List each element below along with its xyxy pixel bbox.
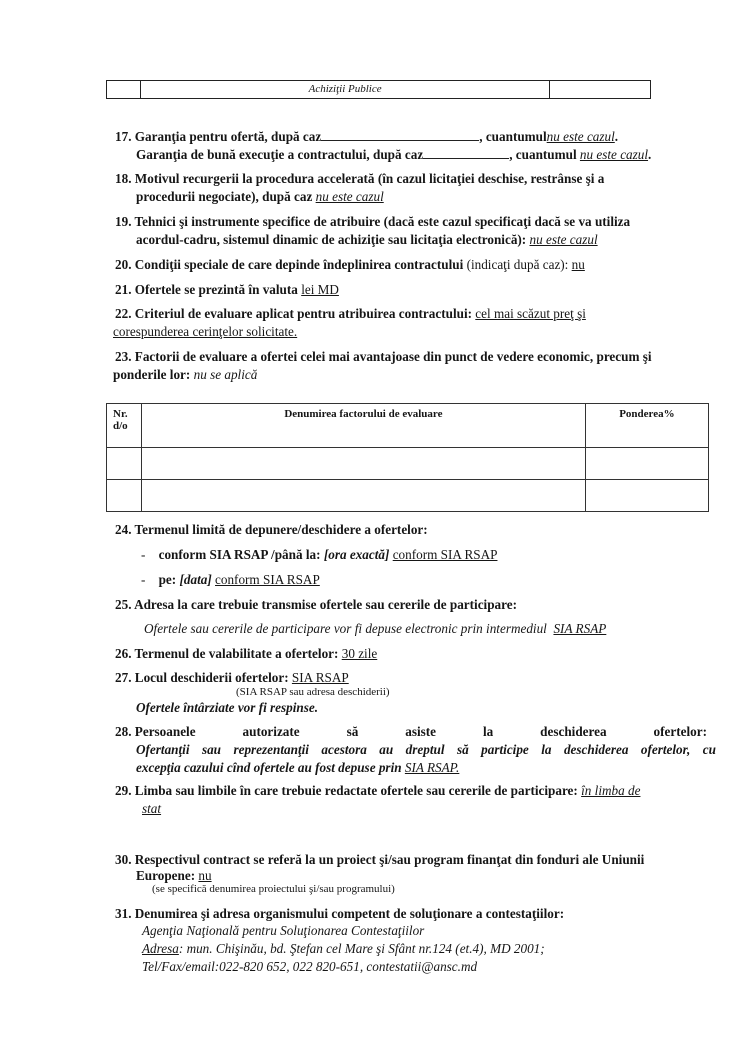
item-25: 25. Adresa la care trebuie transmise ofertele sau cererile de participare: <box>115 597 517 612</box>
col-factor-header: Denumirea factorului de evaluare <box>142 404 586 448</box>
header-cell-1 <box>107 81 141 99</box>
item-30-line-1: 30. Respectivul contract se referă la un proiect şi/sau program finanţat din fonduri ale Uniunii <box>115 852 645 867</box>
item-31-contacts: Tel/Fax/email:022-820 652, 022 820-651, contestatii@ansc.md <box>142 959 478 974</box>
item-27-late-notice: Ofertele întârziate vor fi respinse. <box>136 700 319 715</box>
item-28-line-1: 28. Persoanele autorizate să asiste la deschiderea ofertelor: <box>115 724 707 739</box>
item-24: 24. Termenul limită de depunere/deschidere a ofertelor: <box>115 522 428 537</box>
item-28-line-2: Ofertanţii sau reprezentanţii acestora au dreptul să participe la deschiderea ofertelor, cu <box>136 742 716 757</box>
col-weight-header: Ponderea% <box>585 404 708 448</box>
item-31-address: Adresa: mun. Chişinău, bd. Ştefan cel Mare şi Sfânt nr.124 (et.4), MD 2001; <box>142 941 545 956</box>
item-26: 26. Termenul de valabilitate a ofertelor: 30 zile <box>115 646 378 661</box>
header-cell-3 <box>550 81 651 99</box>
item-18-line-1: 18. Motivul recurgerii la procedura accelerată (în cazul licitaţiei deschise, restrânse şi a <box>115 171 605 186</box>
item-30-note: (se specifică denumirea proiectului şi/sau programului) <box>152 883 395 895</box>
item-23-line-2: ponderile lor: nu se aplică <box>113 367 258 382</box>
item-18-line-2: procedurii negociate), după caz nu este cazul <box>136 189 384 204</box>
item-24-sub-2: - pe: [data] conform SIA RSAP <box>141 572 320 587</box>
item-24-sub-1: - conform SIA RSAP /până la: [ora exactă] conform SIA RSAP <box>141 547 498 562</box>
item-31: 31. Denumirea şi adresa organismului competent de soluţionare a contestaţiilor: <box>115 906 565 921</box>
col-nr-header: Nr. d/o <box>107 404 142 448</box>
item-19-line-2: acordul-cadru, sistemul dinamic de achiziţie sau licitaţia electronică): nu este cazul <box>136 232 598 247</box>
header-cell-2: Achiziţii Publice <box>140 81 550 99</box>
table-row <box>107 480 709 512</box>
item-19-line-1: 19. Tehnici şi instrumente specifice de atribuire (dacă este cazul specificaţi dacă se va utiliza <box>115 214 631 229</box>
table-row <box>107 448 709 480</box>
item-30-line-2: Europene: nu <box>136 868 212 883</box>
item-21: 21. Ofertele se prezintă în valuta lei MD <box>115 282 339 297</box>
table-header-row <box>107 404 709 448</box>
item-22-line-1: 22. Criteriul de evaluare aplicat pentru atribuirea contractului: cel mai scăzut preţ şi <box>115 306 586 321</box>
item-29-line-1: 29. Limba sau limbile în care trebuie redactate ofertele sau cererile de participare: în limba de <box>115 783 641 798</box>
item-29-line-2: stat <box>142 801 162 816</box>
item-17-line-2: Garanţia de bună execuţie a contractului, după caz , cuantumul nu este cazul. <box>136 147 652 162</box>
item-27-note: (SIA RSAP sau adresa deschiderii) <box>236 686 390 698</box>
item-25-text: Ofertele sau cererile de participare vor fi depuse electronic prin intermediul SIA RSAP <box>144 621 607 636</box>
item-20: 20. Condiţii speciale de care depinde îndeplinirea contractului (indicaţi după caz): nu <box>115 257 585 272</box>
item-17-line-1: 17. Garanţia pentru ofertă, după caz , cuantumulnu este cazul. <box>115 129 619 144</box>
item-31-agency: Agenţia Naţională pentru Soluţionarea Contestaţiilor <box>142 923 425 938</box>
item-27: 27. Locul deschiderii ofertelor: SIA RSAP <box>115 670 349 685</box>
item-22-line-2: corespunderea cerinţelor solicitate. <box>113 324 298 339</box>
item-23-line-1: 23. Factorii de evaluare a ofertei celei mai avantajoase din punct de vedere economic, precum şi <box>115 349 652 364</box>
header-table-fragment <box>106 80 651 99</box>
evaluation-factors-table <box>106 403 709 512</box>
item-28-line-3: excepţia cazului cînd ofertele au fost depuse prin SIA RSAP. <box>136 760 460 775</box>
